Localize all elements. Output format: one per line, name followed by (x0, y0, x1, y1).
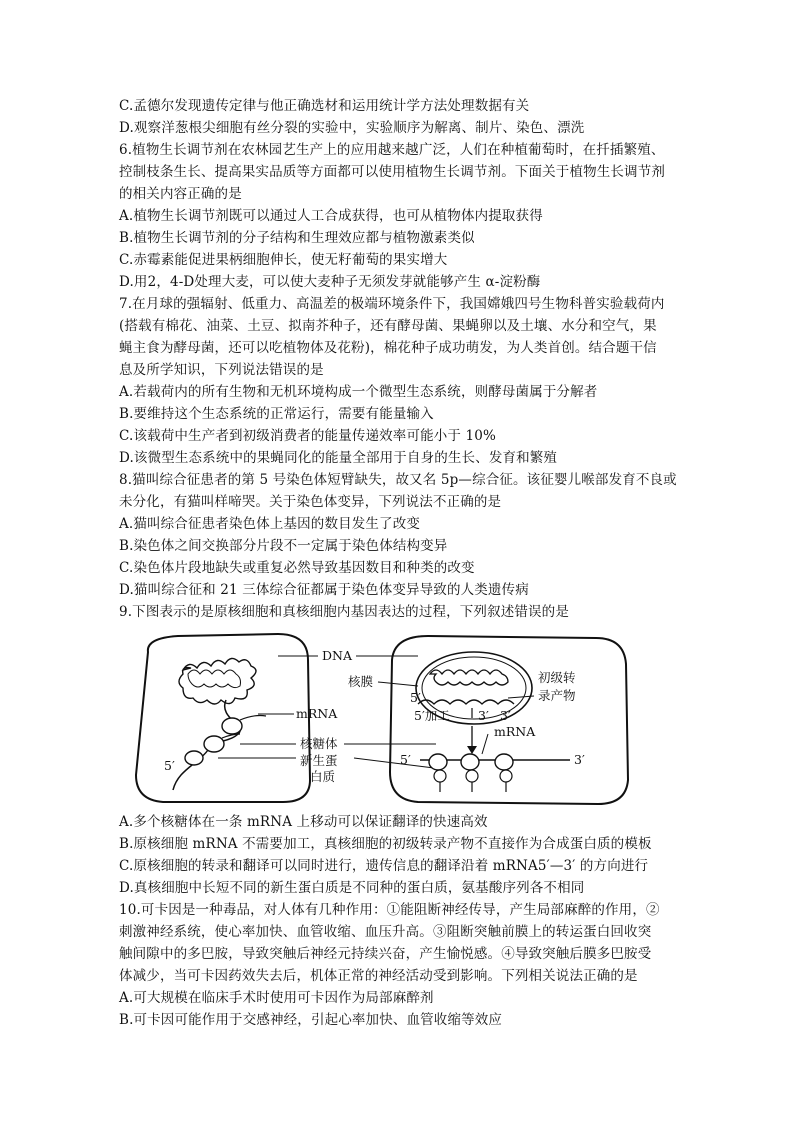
five-prime-label: 5′ (164, 758, 175, 773)
prokaryotic-ribosome (222, 718, 242, 734)
text-line: A.植物生长调节剂既可以通过人工合成获得，也可从植物体内提取获得 (119, 208, 543, 224)
prokaryotic-ribosome (185, 751, 203, 765)
membrane-label: 核膜 (348, 674, 374, 689)
prokaryotic-dna (179, 658, 256, 704)
text-line: 7.在月球的强辐射、低重力、高温差的极端环境条件下，我国嫦娥四号生物科普实验载荷内 (119, 296, 665, 312)
eukaryotic-dna (430, 670, 508, 685)
eukaryotic-protein-chain (440, 782, 506, 792)
prokaryotic-ribosome (204, 736, 224, 752)
eukaryotic-ribosome (466, 770, 478, 782)
processing-label: 5′加工 (414, 708, 450, 723)
text-line: A.若载荷内的所有生物和无机环境构成一个微型生态系统，则酵母菌属于分解者 (119, 384, 598, 400)
text-line: 触间隙中的多巴胺，导致突触后神经元持续兴奋，产生愉悦感。④导致突触后膜多巴胺受 (119, 946, 652, 962)
eukaryotic-ribosome (429, 754, 447, 770)
text-line: C.孟德尔发现遗传定律与他正确选材和运用统计学方法处理数据有关 (119, 98, 530, 114)
export-arrow-head (467, 746, 477, 754)
text-line: C.原核细胞的转录和翻译可以同时进行，遗传信息的翻译沿着 mRNA5′—3′ 的方向进行 (119, 858, 649, 874)
text-line: 未分化，有猫叫样啼哭。关于染色体变异，下列说法不正确的是 (119, 494, 502, 510)
text-line: B.要维持这个生态系统的正常运行，需要有能量输入 (119, 406, 434, 422)
three-prime-cytoplasm-label: 3′ (574, 752, 585, 767)
text-line: D.观察洋葱根尖细胞有丝分裂的实验中，实验顺序为解离、制片、染色、漂洗 (119, 120, 585, 136)
text-line: 息及所学知识，下列说法错误的是 (119, 362, 324, 378)
five-prime-cytoplasm-label: 5′ (400, 752, 411, 767)
text-line: (搭载有棉花、油菜、土豆、拟南芥种子，还有酵母菌、果蝇卵以及土壤、水分和空气，果 (119, 318, 657, 334)
text-line: D.猫叫综合征和 21 三体综合征都属于染色体变异导致的人类遗传病 (119, 582, 529, 598)
text-line: C.赤霉素能促进果柄细胞伸长，使无籽葡萄的果实增大 (119, 252, 448, 268)
eukaryotic-ribosome (500, 770, 512, 782)
gene-expression-diagram (118, 630, 678, 808)
text-line: 10.可卡因是一种毒品，对人体有几种作用：①能阻断神经传导，产生局部麻醉的作用，② (119, 902, 660, 918)
text-line: A.多个核糖体在一条 mRNA 上移动可以保证翻译的快速高效 (119, 814, 488, 830)
text-line: B.可卡因可能作用于交感神经，引起心率加快、血管收缩等效应 (119, 1012, 503, 1028)
text-line: D.该微型生态系统中的果蝇同化的能量全部用于自身的生长、发育和繁殖 (119, 450, 558, 466)
prokaryotic-cell-outline (136, 634, 310, 802)
text-line: 刺激神经系统，使心率加快、血管收缩、血压升高。③阻断突触前膜上的转运蛋白回收突 (119, 924, 652, 940)
primary-transcript-label: 初级转 (538, 670, 576, 685)
text-line: 的相关内容正确的是 (119, 186, 242, 202)
new-protein-label: 白质 (310, 769, 336, 784)
text-line: 6.植物生长调节剂在农林园艺生产上的应用越来越广泛，人们在种植葡萄时，在扦插繁殖、 (119, 142, 665, 158)
mrna-label-left: mRNA (296, 706, 338, 721)
eukaryotic-ribosome (495, 754, 513, 770)
text-line: B.原核细胞 mRNA 不需要加工，真核细胞的初级转录产物不直接作为合成蛋白质的模板 (119, 836, 652, 852)
gene-expression-figure (118, 630, 678, 808)
text-line: B.染色体之间交换部分片段不一定属于染色体结构变异 (119, 538, 448, 554)
primary-transcript (418, 700, 514, 704)
text-line: D.真核细胞中长短不同的新生蛋白质是不同种的蛋白质，氨基酸序列各不相同 (119, 880, 585, 896)
prokaryotic-dna-inner (188, 670, 241, 688)
eukaryotic-ribosome (461, 754, 479, 770)
primary-transcript-label: 录产物 (538, 688, 576, 703)
membrane-pointer (378, 682, 418, 686)
mrna-right-pointer (482, 734, 488, 754)
text-line: 8.猫叫综合征患者的第 5 号染色体短臂缺失，故又名 5p—综合征。该征婴儿喉部发育不良或 (119, 472, 677, 488)
three-prime-label: 3′ (500, 708, 511, 723)
eukaryotic-ribosome (434, 770, 446, 782)
text-line: C.染色体片段地缺失或重复必然导致基因数目和种类的改变 (119, 560, 475, 576)
text-line: D.用2，4-D处理大麦，可以使大麦种子无须发芽就能够产生 α-淀粉酶 (119, 274, 541, 290)
new-protein-label: 新生蛋 (300, 753, 338, 768)
text-line: 控制枝条生长、提高果实品质等方面都可以使用植物生长调节剂。下面关于植物生长调节剂 (119, 164, 665, 180)
text-line: A.可大规模在临床手术时使用可卡因作为局部麻醉剂 (119, 990, 434, 1006)
text-line: A.猫叫综合征患者染色体上基因的数目发生了改变 (119, 516, 420, 532)
mrna-label-right: mRNA (494, 724, 536, 739)
text-line: C.该载荷中生产者到初级消费者的能量传递效率可能小于 10% (119, 428, 496, 444)
five-prime-nucleus-label: 5′ (410, 690, 421, 705)
text-line: 蝇主食为酵母菌，还可以吃植物体及花粉)，棉花种子成功萌发，为人类首创。结合题干信 (119, 340, 657, 356)
text-line: B.植物生长调节剂的分子结构和生理效应都与植物激素类似 (119, 230, 475, 246)
text-line: 体减少，当可卡因药效失去后，机体正常的神经活动受到影响。下列相关说法正确的是 (119, 968, 638, 984)
dna-label: DNA (322, 648, 352, 663)
three-prime-label: 3′ (478, 708, 489, 723)
text-line: 9.下图表示的是原核细胞和真核细胞内基因表达的过程，下列叙述错误的是 (119, 604, 569, 620)
ribosome-label: 核糖体 (300, 736, 338, 751)
